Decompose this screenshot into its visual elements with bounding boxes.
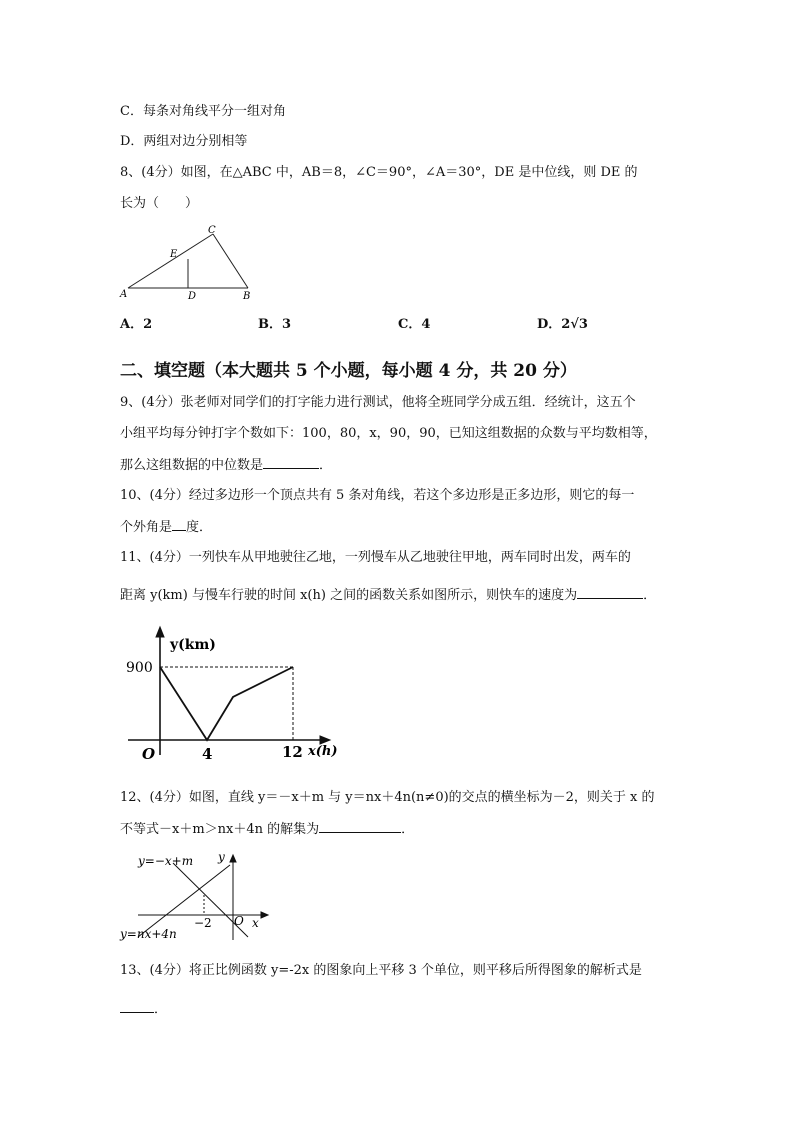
q7-option-c: C．每条对角线平分一组对角 xyxy=(120,104,286,119)
q11-distance-time-graph xyxy=(120,625,345,765)
q8-option-b: B．3 xyxy=(258,317,292,332)
q8-option-c: C．4 xyxy=(398,317,431,332)
q13-answer-blank[interactable] xyxy=(120,1000,154,1013)
q12-stem-line2 xyxy=(120,820,414,839)
section-title: 二、填空题（本大题共 5 个小题，每小题 4 分，共 20 分） xyxy=(120,361,577,381)
q11-stem-end: ． xyxy=(643,588,657,603)
line1-label: y=−x+m xyxy=(138,854,194,868)
label-d: D xyxy=(188,291,197,302)
q12-stem-line1: 12、(4分）如图，直线 y＝－x＋m 与 y＝nx＋4n(n≠0)的交点的横坐标为－2，则关于 x 的 xyxy=(120,790,655,805)
q8-option-a: A．2 xyxy=(120,317,153,332)
q8-stem-line2: 长为（ ） xyxy=(120,196,199,211)
q13-stem-line1: 13、(4分）将正比例函数 y=-2x 的图象向上平移 3 个单位，则平移后所得图象的解析式是 xyxy=(120,963,642,978)
x-tick-12: 12 xyxy=(282,743,303,761)
q10-stem-text: 个外角是 xyxy=(120,520,173,535)
segment-ac xyxy=(128,234,213,288)
y-axis-label: y xyxy=(218,850,225,864)
q11-stem-line2 xyxy=(120,586,656,605)
q9-stem-line2: 小组平均每分钟打字个数如下：100，80，x，90，90，已知这组数据的众数与平均数相等， xyxy=(120,426,657,441)
q9-answer-blank[interactable] xyxy=(263,456,319,469)
q12-stem-end: ． xyxy=(401,822,415,837)
q10-stem-end: 度． xyxy=(186,520,213,535)
x-tick-4: 4 xyxy=(202,745,213,763)
x-axis-arrow-icon xyxy=(261,912,268,918)
label-e: E xyxy=(170,249,178,260)
q13-stem-end: ． xyxy=(154,1002,168,1017)
q10-stem-line1: 10、(4分）经过多边形一个顶点共有 5 条对角线，若这个多边形是正多边形，则它的每一 xyxy=(120,488,635,503)
q11-answer-blank[interactable] xyxy=(577,586,643,599)
q12-stem-text: 不等式－x＋m＞nx＋4n 的解集为 xyxy=(120,822,320,837)
x-axis-label: x xyxy=(252,916,259,930)
y-tick-900: 900 xyxy=(126,660,153,676)
q11-stem-text: 距离 y(km) 与慢车行驶的时间 x(h) 之间的函数关系如图所示，则快车的速度为 xyxy=(120,588,578,603)
x-axis-label: x(h) xyxy=(308,744,338,759)
q8-option-d: D．2√3 xyxy=(537,317,588,332)
line2-label: y=nx+4n xyxy=(120,927,177,941)
segment-cb xyxy=(213,234,248,288)
q9-stem-line3 xyxy=(120,456,332,475)
label-a: A xyxy=(120,289,128,300)
q13-stem-line2 xyxy=(120,1000,167,1019)
q9-stem-end: ． xyxy=(319,458,333,473)
q7-option-d: D．两组对边分别相等 xyxy=(120,134,248,149)
y-axis-arrow-icon xyxy=(156,627,164,637)
y-axis-arrow-icon xyxy=(230,855,236,862)
label-b: B xyxy=(243,291,251,302)
q12-lines-graph xyxy=(118,845,273,945)
x-tick-neg2: −2 xyxy=(194,916,212,930)
q11-stem-line1: 11、(4分）一列快车从甲地驶往乙地，一列慢车从乙地驶往甲地，两车同时出发，两车的 xyxy=(120,550,631,565)
origin-label: O xyxy=(234,914,244,928)
q9-stem-line1: 9、(4分）张老师对同学们的打字能力进行测试，他将全班同学分成五组．经统计，这五个 xyxy=(120,395,636,410)
label-c: C xyxy=(208,225,216,236)
origin-label: O xyxy=(142,745,156,763)
q8-stem-line1: 8、(4分）如图，在△ABC 中，AB＝8，∠C＝90°，∠A＝30°，DE 是中位线，则 DE 的 xyxy=(120,165,638,180)
q12-answer-blank[interactable] xyxy=(319,820,401,833)
q10-stem-line2 xyxy=(120,518,212,537)
x-axis-arrow-icon xyxy=(320,736,330,744)
distance-polyline xyxy=(160,667,293,740)
y-axis-label: y(km) xyxy=(170,637,216,653)
q9-stem-text: 那么这组数据的中位数是 xyxy=(120,458,264,473)
q10-answer-blank[interactable] xyxy=(172,518,186,531)
q8-triangle-figure xyxy=(115,222,265,304)
